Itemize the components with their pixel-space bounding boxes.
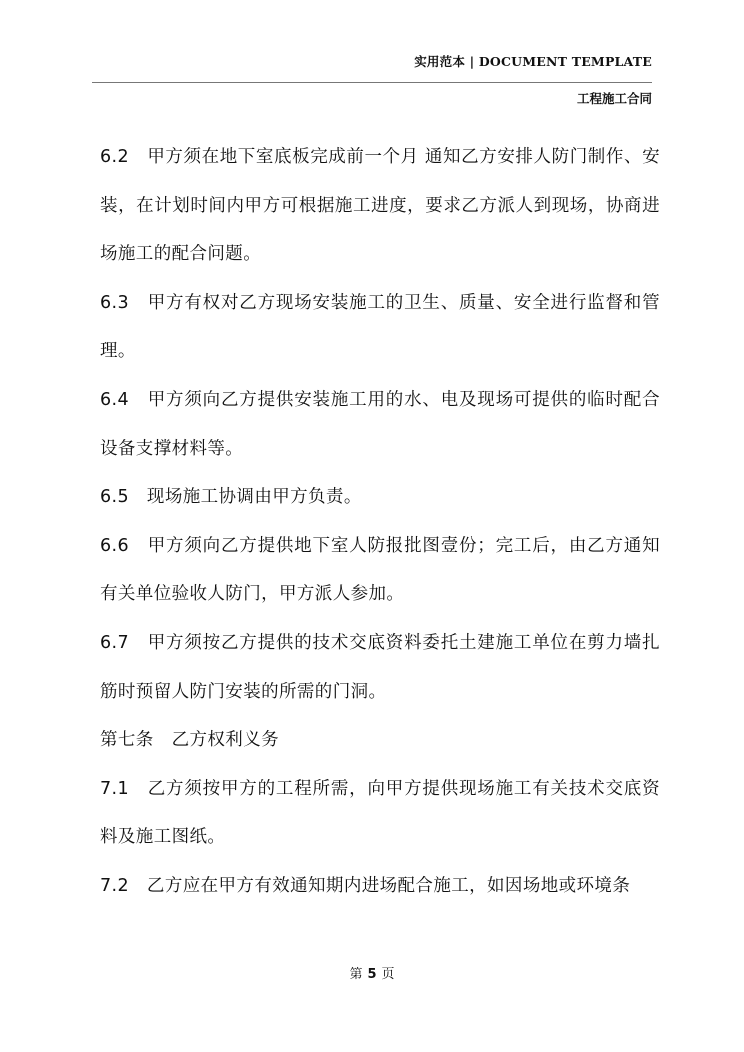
header-divider bbox=[92, 82, 652, 83]
clause-6-5: 6.5 现场施工协调由甲方负责。 bbox=[100, 487, 362, 508]
document-body bbox=[100, 133, 660, 911]
clause-6-3: 6.3 甲方有权对乙方现场安装施工的卫生、质量、安全进行监督和管理。 bbox=[100, 292, 660, 362]
clause-6-7: 6.7 甲方须按乙方提供的技术交底资料委托土建施工单位在剪力墙扎筋时预留人防门安装的所需的门洞。 bbox=[100, 632, 660, 702]
header-document-title: 工程施工合同 bbox=[576, 91, 652, 106]
footer-suffix: 页 bbox=[381, 967, 395, 982]
clause-6-2: 6.2 甲方须在地下室底板完成前一个月 通知乙方安排人防门制作、安装，在计划时间内甲方可根据施工进度，要求乙方派人到现场，协商进场施工的配合问题。 bbox=[100, 147, 660, 265]
article-7-heading: 第七条 乙方权利义务 bbox=[100, 730, 279, 751]
clause-7-1: 7.1 乙方须按甲方的工程所需，向甲方提供现场施工有关技术交底资料及施工图纸。 bbox=[100, 778, 660, 848]
page-footer bbox=[0, 963, 744, 982]
page-number: 5 bbox=[367, 967, 377, 982]
clause-6-4: 6.4 甲方须向乙方提供安装施工用的水、电及现场可提供的临时配合设备支撑材料等。 bbox=[100, 389, 660, 459]
footer-prefix: 第 bbox=[349, 967, 363, 982]
clause-7-2: 7.2 乙方应在甲方有效通知期内进场配合施工，如因场地或环境条 bbox=[100, 875, 631, 896]
header-template-label: 实用范本 | DOCUMENT TEMPLATE bbox=[414, 54, 652, 69]
clause-6-6: 6.6 甲方须向乙方提供地下室人防报批图壹份；完工后，由乙方通知有关单位验收人防门，甲方派人参加。 bbox=[100, 535, 660, 605]
